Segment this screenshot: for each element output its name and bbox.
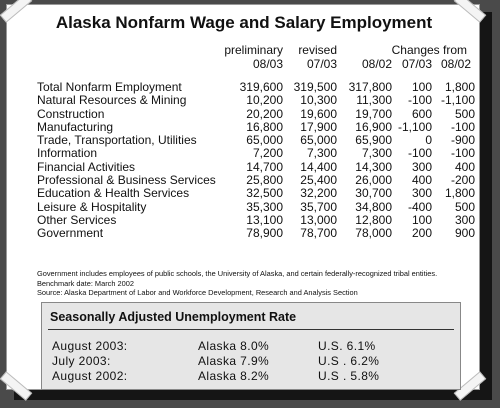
row-value-c2: 500 <box>454 199 475 214</box>
row-value-v2: 19,600 <box>300 106 337 121</box>
row-value-c2: -200 <box>450 173 475 188</box>
row-value-c2: 900 <box>454 226 475 241</box>
table-row <box>37 146 475 161</box>
header-date-08-02: 08/02 <box>361 57 392 71</box>
row-label: Other Services <box>37 212 117 227</box>
header-change-08-02: 08/02 <box>440 57 471 71</box>
row-value-c2: 300 <box>454 212 475 227</box>
header-date-08-03: 08/03 <box>252 57 283 71</box>
row-value-v2: 14,400 <box>300 159 337 174</box>
table-row <box>37 199 475 214</box>
table-row <box>37 186 475 201</box>
table-row <box>37 80 475 94</box>
row-label: Leisure & Hospitality <box>37 199 147 214</box>
table-row <box>37 226 475 241</box>
unemployment-divider <box>48 329 454 330</box>
header-changes-from: Changes from <box>391 43 467 57</box>
row-value-v1: 319,600 <box>239 80 283 94</box>
row-value-v2: 319,500 <box>293 80 337 94</box>
row-value-v2: 7,300 <box>306 146 337 161</box>
row-value-v1: 65,000 <box>246 133 283 148</box>
row-value-c1: 300 <box>411 159 432 174</box>
row-value-v3: 78,000 <box>355 226 392 241</box>
row-value-v2: 10,300 <box>300 93 337 108</box>
row-value-c1: 0 <box>425 133 432 148</box>
row-label: Information <box>37 146 98 161</box>
row-label: Education & Health Services <box>37 186 190 201</box>
table-row <box>37 106 475 121</box>
row-value-v3: 12,800 <box>355 212 392 227</box>
row-label: Professional & Business Services <box>37 173 216 188</box>
row-value-c2: 1,800 <box>444 80 475 94</box>
row-value-v2: 25,400 <box>300 173 337 188</box>
unemployment-us: U.S . 5.8% <box>318 369 380 383</box>
row-value-c1: 400 <box>411 173 432 188</box>
report-card <box>6 4 480 390</box>
unemployment-period: July 2003: <box>52 354 111 368</box>
row-label: Manufacturing <box>37 119 114 134</box>
table-row <box>37 212 475 227</box>
row-value-v1: 78,900 <box>246 226 283 241</box>
unemployment-us: U.S. 6.1% <box>318 339 376 353</box>
unemployment-box <box>41 302 461 390</box>
row-value-c2: -100 <box>450 146 475 161</box>
table-row <box>37 173 475 188</box>
unemployment-period: August 2002: <box>52 369 128 383</box>
row-value-v2: 78,700 <box>300 226 337 241</box>
row-value-c1: 100 <box>411 212 432 227</box>
footnote-source: Source: Alaska Department of Labor and Workforce Development, Research and Analysis Section <box>37 288 358 297</box>
row-label: Financial Activities <box>37 159 136 174</box>
unemployment-us: U.S . 6.2% <box>318 354 380 368</box>
row-value-c2: -1,100 <box>440 93 475 108</box>
row-value-c1: -100 <box>407 93 432 108</box>
header-preliminary: preliminary <box>224 43 283 57</box>
row-label: Natural Resources & Mining <box>37 93 187 108</box>
row-value-v3: 7,300 <box>361 146 392 161</box>
row-value-v2: 13,000 <box>300 212 337 227</box>
footnote-government: Government includes employees of public schools, the University of Alaska, and certain federally-recognized tribal entities. <box>37 269 438 278</box>
table-row <box>37 133 475 148</box>
row-value-c2: -900 <box>450 133 475 148</box>
unemployment-row <box>52 339 452 355</box>
row-value-v1: 7,200 <box>252 146 283 161</box>
row-value-c1: -100 <box>407 146 432 161</box>
unemployment-alaska: Alaska 8.0% <box>198 339 270 353</box>
footnote-benchmark: Benchmark date: March 2002 <box>37 278 134 288</box>
row-value-v2: 35,700 <box>300 199 337 214</box>
row-value-v2: 32,200 <box>300 186 337 201</box>
row-value-c2: -100 <box>450 119 475 134</box>
row-value-v1: 10,200 <box>246 93 283 108</box>
unemployment-row <box>52 354 452 370</box>
row-value-v1: 13,100 <box>246 212 283 227</box>
row-value-c2: 500 <box>454 106 475 121</box>
row-value-c2: 400 <box>454 159 475 174</box>
header-revised: revised <box>298 43 337 57</box>
row-value-v3: 34,800 <box>355 199 392 214</box>
row-label: Trade, Transportation, Utilities <box>37 133 197 148</box>
row-value-v3: 30,700 <box>355 186 392 201</box>
row-value-c1: 600 <box>411 106 432 121</box>
row-value-c2: 1,800 <box>444 186 475 201</box>
table-row <box>37 93 475 108</box>
table-row <box>37 119 475 134</box>
row-value-v3: 317,800 <box>348 80 392 94</box>
row-value-v1: 16,800 <box>246 119 283 134</box>
row-value-v2: 17,900 <box>300 119 337 134</box>
row-value-v1: 14,700 <box>246 159 283 174</box>
row-value-v1: 35,300 <box>246 199 283 214</box>
header-change-07-03: 07/03 <box>401 57 432 71</box>
unemployment-title: Seasonally Adjusted Unemployment Rate <box>50 310 297 324</box>
row-value-v1: 20,200 <box>246 106 283 121</box>
employment-table <box>37 80 475 241</box>
row-value-c1: -1,100 <box>397 119 432 134</box>
unemployment-period: August 2003: <box>52 339 128 353</box>
row-value-v3: 11,300 <box>356 93 392 108</box>
row-value-v3: 65,900 <box>355 133 392 148</box>
row-value-v3: 19,700 <box>355 106 392 121</box>
row-label: Total Nonfarm Employment <box>37 80 182 94</box>
row-value-v3: 14,300 <box>355 159 392 174</box>
row-label: Construction <box>37 106 105 121</box>
unemployment-alaska: Alaska 8.2% <box>198 369 270 383</box>
row-value-c1: -400 <box>407 199 432 214</box>
row-value-c1: 300 <box>411 186 432 201</box>
unemployment-alaska: Alaska 7.9% <box>198 354 270 368</box>
unemployment-row <box>52 369 452 385</box>
row-value-v3: 26,000 <box>355 173 392 188</box>
report-title: Alaska Nonfarm Wage and Salary Employment <box>55 13 433 32</box>
row-label: Government <box>37 226 104 241</box>
row-value-v1: 25,800 <box>246 173 283 188</box>
row-value-c1: 200 <box>411 226 432 241</box>
footnotes <box>37 269 477 298</box>
row-value-v1: 32,500 <box>246 186 283 201</box>
table-row <box>37 159 475 174</box>
row-value-c1: 100 <box>411 80 432 94</box>
row-value-v2: 65,000 <box>300 133 337 148</box>
row-value-v3: 16,900 <box>355 119 392 134</box>
header-date-07-03: 07/03 <box>306 57 337 71</box>
